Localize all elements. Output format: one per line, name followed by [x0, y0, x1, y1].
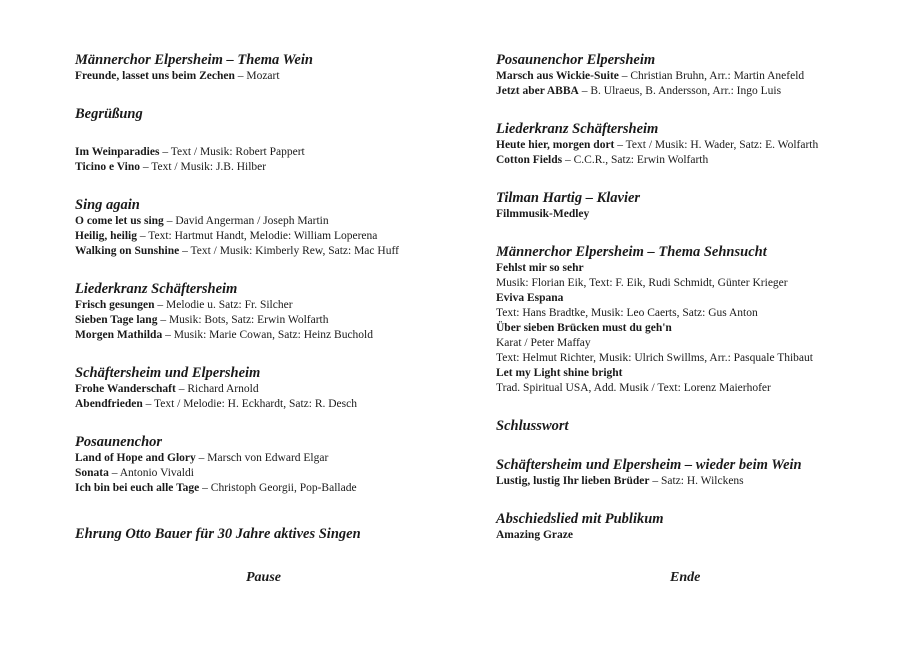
piece-credits: Text: Helmut Richter, Musik: Ulrich Swillms, Arr.: Pasquale Thibaut	[496, 352, 813, 364]
piece-credits: – Text / Musik: Robert Pappert	[159, 146, 305, 158]
piece-title: Ticino e Vino	[75, 161, 140, 173]
program-item	[75, 244, 465, 259]
piece-title: Walking on Sunshine	[75, 245, 180, 257]
piece-title: O come let us sing	[75, 215, 164, 227]
program-item	[75, 145, 465, 160]
program-section	[75, 145, 465, 175]
piece-title: Frohe Wanderschaft	[75, 383, 176, 395]
program-item	[75, 69, 465, 84]
program-item	[496, 528, 896, 543]
program-section	[75, 52, 465, 84]
piece-title: Filmmusik-Medley	[496, 208, 590, 220]
piece-credits: – Satz: H. Wilckens	[649, 475, 744, 487]
section-heading: Männerchor Elpersheim – Thema Sehnsucht	[496, 244, 767, 260]
section-heading: Abschiedslied mit Publikum	[496, 511, 664, 527]
piece-credits: – Musik: Marie Cowan, Satz: Heinz Buchold	[162, 329, 374, 341]
piece-title: Jetzt aber ABBA	[496, 85, 579, 97]
program-item	[75, 229, 465, 244]
piece-title: Morgen Mathilda	[75, 329, 163, 341]
section-heading: Posaunenchor Elpersheim	[496, 52, 656, 68]
program-item	[75, 160, 465, 175]
piece-credits: – Melodie u. Satz: Fr. Silcher	[154, 299, 293, 311]
program-item	[75, 397, 465, 412]
section-heading: Schäftersheim und Elpersheim	[75, 365, 261, 381]
piece-credits: – Mozart	[234, 70, 280, 82]
program-section	[75, 365, 465, 412]
piece-title: Ich bin bei euch alle Tage	[75, 482, 200, 494]
program-item	[75, 214, 465, 229]
piece-title: Im Weinparadies	[75, 146, 160, 158]
section-heading: Posaunenchor	[75, 434, 163, 450]
program-item	[75, 451, 465, 466]
program-item	[75, 313, 465, 328]
section-heading: Liederkranz Schäftersheim	[75, 281, 238, 297]
section-heading: Sing again	[75, 197, 140, 213]
piece-credits: – C.C.R., Satz: Erwin Wolfarth	[562, 154, 709, 166]
program-section	[496, 190, 896, 222]
piece-credits: – Marsch von Edward Elgar	[195, 452, 329, 464]
program-section	[496, 52, 896, 99]
program-item	[496, 138, 896, 153]
piece-credits: – B. Ulraeus, B. Andersson, Arr.: Ingo Luis	[578, 85, 782, 97]
piece-title: Lustig, lustig Ihr lieben Brüder	[496, 475, 650, 487]
program-item	[496, 84, 896, 99]
piece-title: Frisch gesungen	[75, 299, 155, 311]
section-heading: Schäftersheim und Elpersheim – wieder beim Wein	[496, 457, 802, 473]
section-heading: Tilman Hartig – Klavier	[496, 190, 641, 206]
piece-title: Sonata	[75, 467, 109, 479]
program-section	[496, 457, 896, 489]
piece-title: Sieben Tage lang	[75, 314, 158, 326]
program-item	[496, 366, 896, 381]
piece-title: Eviva Espana	[496, 292, 564, 304]
piece-title: Über sieben Brücken must du geh'n	[496, 322, 672, 334]
piece-credits: Trad. Spiritual USA, Add. Musik / Text: Lorenz Maierhofer	[496, 382, 771, 394]
section-heading: Liederkranz Schäftersheim	[496, 121, 659, 137]
program-section	[496, 244, 896, 396]
piece-credits: – Text / Musik: H. Wader, Satz: E. Wolfarth	[614, 139, 819, 151]
piece-credits: – Christoph Georgii, Pop-Ballade	[199, 482, 357, 494]
honor-heading: Ehrung Otto Bauer für 30 Jahre aktives Singen	[75, 526, 361, 542]
piece-credits: Musik: Florian Eik, Text: F. Eik, Rudi Schmidt, Günter Krieger	[496, 277, 788, 289]
program-section	[496, 511, 896, 543]
piece-credits: – Musik: Bots, Satz: Erwin Wolfarth	[157, 314, 329, 326]
program-section	[75, 434, 465, 496]
end-label: Ende	[670, 570, 701, 585]
piece-title: Heilig, heilig	[75, 230, 137, 242]
piece-title: Amazing Graze	[496, 529, 573, 541]
program-item	[496, 207, 896, 222]
program-item	[496, 261, 896, 276]
piece-title: Land of Hope and Glory	[75, 452, 196, 464]
piece-title: Fehlst mir so sehr	[496, 262, 584, 274]
program-item	[496, 474, 896, 489]
program-item	[496, 291, 896, 306]
piece-credits: – Text / Musik: J.B. Hilber	[139, 161, 267, 173]
piece-title: Marsch aus Wickie-Suite	[496, 70, 619, 82]
program-left-column	[75, 52, 465, 543]
program-item	[496, 69, 896, 84]
piece-credits: – Richard Arnold	[175, 383, 259, 395]
program-item	[75, 298, 465, 313]
program-item	[496, 153, 896, 168]
piece-credits: – Christian Bruhn, Arr.: Martin Anefeld	[618, 70, 805, 82]
program-item	[75, 328, 465, 343]
program-section	[496, 121, 896, 168]
program-item	[75, 481, 465, 496]
pause-label: Pause	[246, 570, 281, 585]
piece-credits: – Text / Musik: Kimberly Rew, Satz: Mac Huff	[179, 245, 399, 257]
piece-title: Let my Light shine bright	[496, 367, 623, 379]
program-item	[75, 382, 465, 397]
section-heading: Begrüßung	[75, 106, 143, 122]
section-heading: Schlusswort	[496, 418, 569, 434]
program-section	[496, 418, 896, 435]
piece-credits: – Text: Hartmut Handt, Melodie: William Loperena	[136, 230, 378, 242]
piece-credits: Text: Hans Bradtke, Musik: Leo Caerts, Satz: Gus Anton	[496, 307, 758, 319]
program-section	[75, 106, 465, 123]
piece-title: Abendfrieden	[75, 398, 143, 410]
piece-title: Cotton Fields	[496, 154, 563, 166]
program-right-column	[496, 52, 896, 565]
piece-credits: – Text / Melodie: H. Eckhardt, Satz: R. Desch	[142, 398, 357, 410]
program-item	[496, 321, 896, 336]
program-section	[75, 281, 465, 343]
piece-credits: Karat / Peter Maffay	[496, 337, 591, 349]
piece-title: Heute hier, morgen dort	[496, 139, 615, 151]
piece-credits: – Antonio Vivaldi	[108, 467, 194, 479]
program-item	[75, 466, 465, 481]
piece-credits: – David Angerman / Joseph Martin	[163, 215, 329, 227]
section-heading: Männerchor Elpersheim – Thema Wein	[75, 52, 313, 68]
program-section	[75, 197, 465, 259]
piece-title: Freunde, lasset uns beim Zechen	[75, 70, 235, 82]
